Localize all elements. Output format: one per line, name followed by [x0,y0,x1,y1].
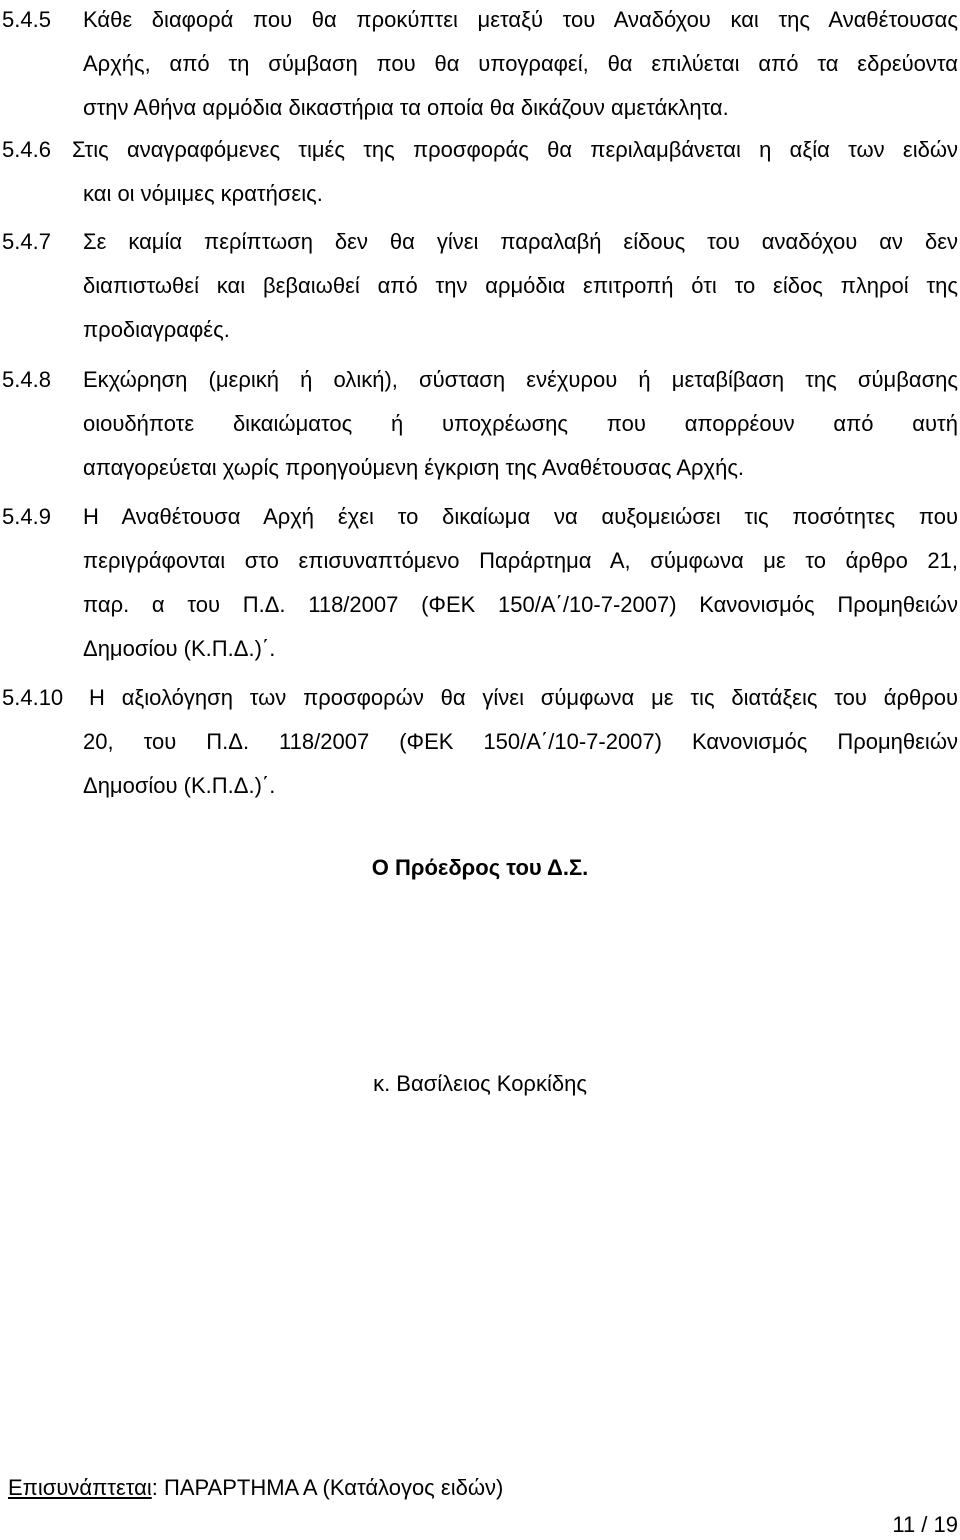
clause-line: Σε καμία περίπτωση δεν θα γίνει παραλαβή είδους του αναδόχου αν δεν [83,229,958,254]
clause-line: περιγράφονται στο επισυναπτόμενο Παράρτημα Α, σύμφωνα με το άρθρο 21, [83,548,958,573]
clause-line: οιουδήποτε δικαιώματος ή υποχρέωσης που απορρέουν από αυτή [83,411,958,436]
clause-line: και οι νόμιμες κρατήσεις. [83,181,323,206]
clause-line: Εκχώρηση (μερική ή ολική), σύσταση ενέχυρου ή μεταβίβαση της σύμβασης [83,367,958,392]
clause-line: Η Αναθέτουσα Αρχή έχει το δικαίωμα να αυξομειώσει τις ποσότητες που [83,504,958,529]
clause-line: διαπιστωθεί και βεβαιωθεί από την αρμόδια επιτροπή ότι το είδος πληροί της [83,273,958,298]
clause-number: 5.4.6 [2,137,51,162]
clause-line: Δημοσίου (Κ.Π.Δ.)΄. [83,636,276,661]
clause-number: 5.4.10 [2,685,64,710]
clause-line: προδιαγραφές. [83,317,230,342]
clause-line: απαγορεύεται χωρίς προηγούμενη έγκριση της Αναθέτουσας Αρχής. [83,455,745,480]
clause-number: 5.4.7 [2,229,51,254]
clause-line: Αρχής, από τη σύμβαση που θα υπογραφεί, θα επιλύεται από τα εδρεύοντα [83,51,958,76]
clause-line: 20, του Π.Δ. 118/2007 (ΦΕΚ 150/Α΄/10-7-2007) Κανονισμός Προμηθειών [83,729,958,754]
signoff-title: Ο Πρόεδρος του Δ.Σ. [371,855,589,880]
attachment-label: Επισυνάπτεται [8,1475,152,1500]
clause-line: Η αξιολόγηση των προσφορών θα γίνει σύμφωνα με τις διατάξεις του άρθρου [89,685,958,710]
clause-line: Στις αναγραφόμενες τιμές της προσφοράς θα περιλαμβάνεται η αξία των ειδών [72,137,958,162]
signer-name: κ. Βασίλειος Κορκίδης [373,1071,587,1096]
clause-line: Δημοσίου (Κ.Π.Δ.)΄. [83,773,276,798]
clause-number: 5.4.8 [2,367,51,392]
clause-line: παρ. α του Π.Δ. 118/2007 (ΦΕΚ 150/Α΄/10-7-2007) Κανονισμός Προμηθειών [83,592,958,617]
attachment-note [8,1468,503,1508]
page-number: 11 / 19 [892,1512,958,1537]
attachment-text: : ΠΑΡΑΡΤΗΜΑ Α (Κατάλογος ειδών) [151,1475,504,1500]
clause-number: 5.4.5 [2,7,51,32]
clause-number: 5.4.9 [2,504,51,529]
clause-line: Κάθε διαφορά που θα προκύπτει μεταξύ του Αναδόχου και της Αναθέτουσας [83,7,958,32]
clause-line: στην Αθήνα αρμόδια δικαστήρια τα οποία θα δικάζουν αμετάκλητα. [83,95,729,120]
